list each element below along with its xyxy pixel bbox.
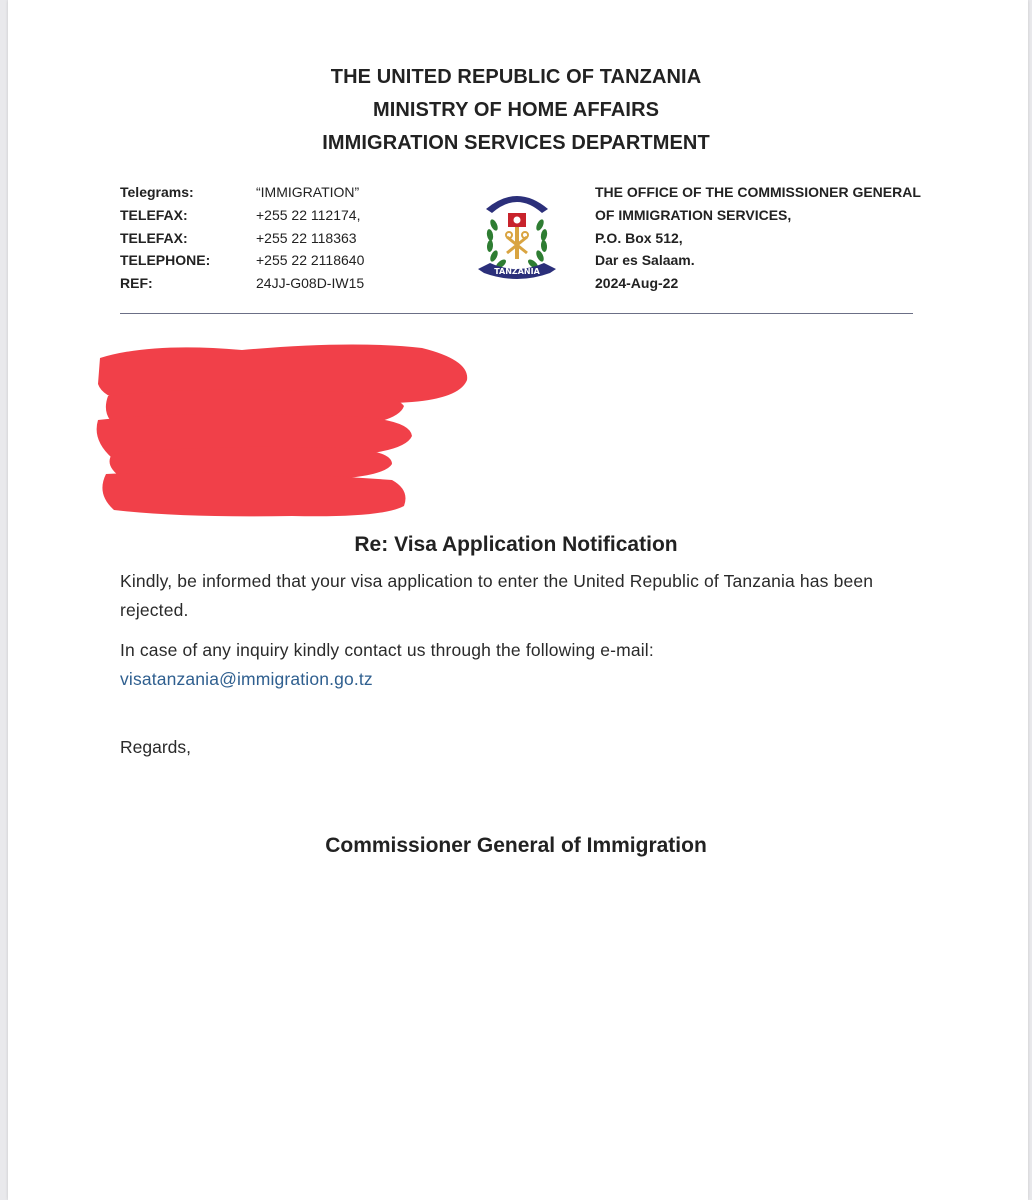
contact-label-telegrams: Telegrams: [120, 184, 194, 200]
letter-subject: Re: Visa Application Notification [354, 533, 678, 556]
redaction-scribble [92, 340, 477, 525]
header-divider [120, 313, 913, 314]
header-department: IMMIGRATION SERVICES DEPARTMENT [322, 132, 710, 154]
contact-value-telephone: +255 22 2118640 [256, 252, 365, 268]
header-ministry: MINISTRY OF HOME AFFAIRS [372, 99, 660, 121]
office-line-1: THE OFFICE OF THE COMMISSIONER GENERAL [595, 184, 921, 200]
letter-date: 2024-Aug-22 [595, 275, 679, 291]
header-country: THE UNITED REPUBLIC OF TANZANIA [330, 66, 702, 88]
office-city: Dar es Salaam. [595, 252, 695, 268]
contact-value-telefax-1: +255 22 112174, [256, 207, 361, 223]
contact-label-telephone: TELEPHONE: [120, 252, 211, 268]
emblem-ribbon-text: TANZANIA [494, 267, 540, 276]
contact-value-telefax-2: +255 22 118363 [256, 230, 357, 246]
office-line-2: OF IMMIGRATION SERVICES, [595, 207, 792, 223]
letter-paragraph-rejection: Kindly, be informed that your visa application to enter the United Republic of Tanzania has been rejected. [120, 571, 874, 620]
immigration-emblem-icon [472, 185, 562, 285]
letter-page [8, 0, 1028, 1200]
letter-closing: Regards, [120, 737, 192, 757]
contact-value-telegrams: “IMMIGRATION” [256, 184, 360, 200]
office-po-box: P.O. Box 512, [595, 230, 683, 246]
contact-value-ref: 24JJ-G08D-IW15 [256, 275, 365, 291]
contact-label-telefax-2: TELEFAX: [120, 230, 188, 246]
contact-email-link[interactable]: visatanzania@immigration.go.tz [120, 669, 373, 689]
contact-label-ref: REF: [120, 275, 153, 291]
contact-label-telefax-1: TELEFAX: [120, 207, 188, 223]
letter-paragraph-inquiry: In case of any inquiry kindly contact us through the following e-mail: [120, 640, 654, 660]
letter-signature: Commissioner General of Immigration [325, 834, 707, 857]
emblem-top-text: IMMIGRATION [488, 185, 546, 203]
